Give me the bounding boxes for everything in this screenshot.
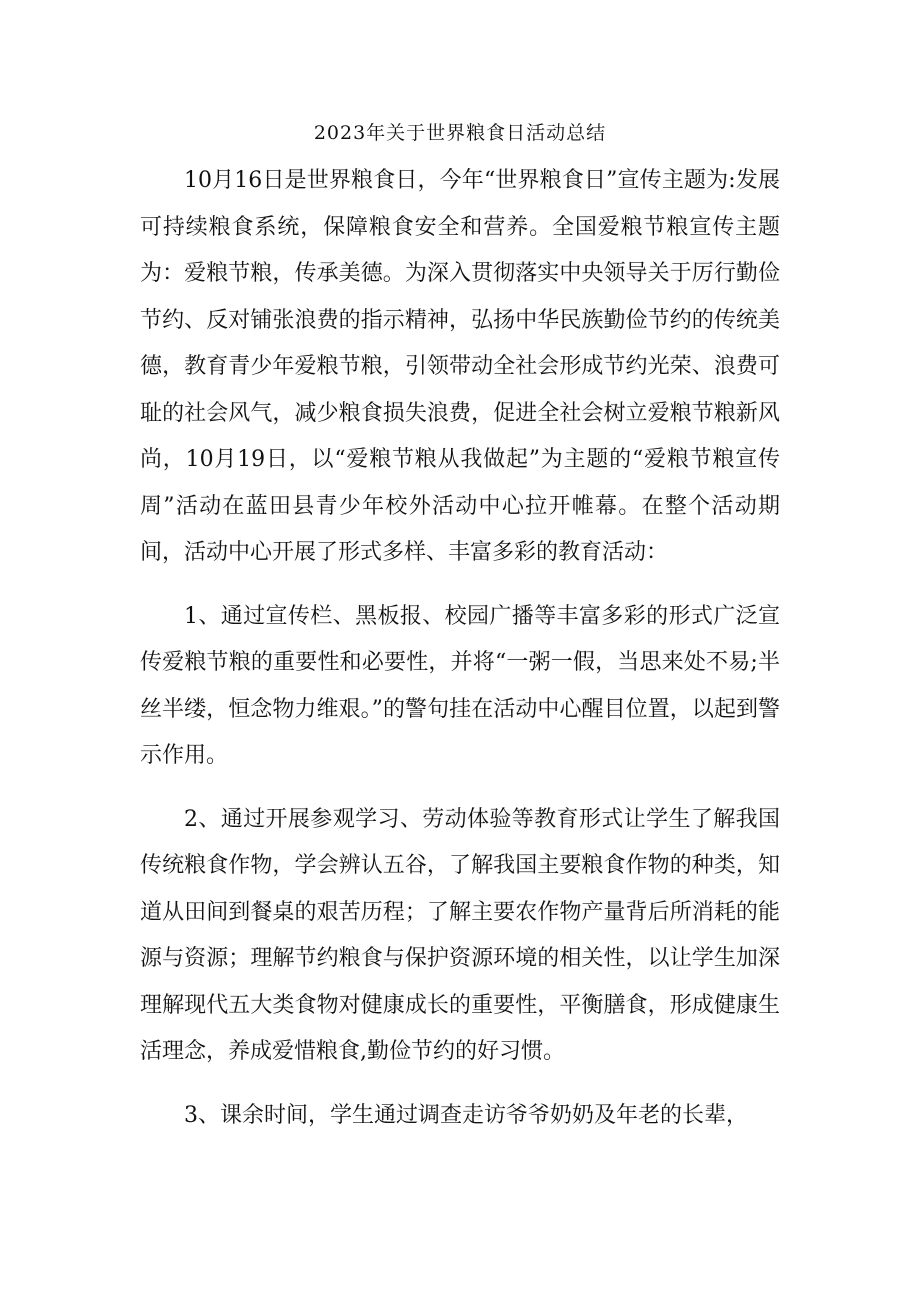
document-body — [140, 158, 780, 1139]
paragraph-item-3: 3、课余时间，学生通过调查走访爷爷奶奶及年老的长辈， — [184, 1102, 748, 1128]
paragraph-item-2: 2、通过开展参观学习、劳动体验等教育形式让学生了解我国传统粮食作物，学会辨认五谷，了解我国主要粮食作物的种类，知道从田间到餐桌的艰苦历程；了解主要农作物产量背后所消耗的能源与资源；理解节约粮食与保护资源环境的相关性，以让学生加深理解现代五大类食物对健康成长的重要性，平衡膳食，形成健康生活理念，养成爱惜粮食,勤俭节约的好习惯。 — [140, 806, 780, 1064]
document-title: 2023年关于世界粮食日活动总结 — [313, 122, 607, 144]
paragraph-item-1: 1、通过宣传栏、黑板报、校园广播等丰富多彩的形式广泛宣传爱粮节粮的重要性和必要性，并将“一粥一假，当思来处不易;半丝半缕，恒念物力维艰。”的警句挂在活动中心醒目位置，以起到警示作用。 — [140, 603, 780, 768]
paragraph-intro: 10月16日是世界粮食日，今年“世界粮食日”宣传主题为:发展可持续粮食系统，保障粮食安全和营养。全国爱粮节粮宣传主题为：爱粮节粮，传承美德。为深入贯彻落实中央领导关于厉行勤俭节约、反对铺张浪费的指示精神，弘扬中华民族勤俭节约的传统美德，教育青少年爱粮节粮，引领带动全社会形成节约光荣、浪费可耻的社会风气，减少粮食损失浪费，促进全社会树立爱粮节粮新风尚，10月19日，以“爱粮节粮从我做起”为主题的“爱粮节粮宣传周”活动在蓝田县青少年校外活动中心拉开帷幕。在整个活动期间，活动中心开展了形式多样、丰富多彩的教育活动： — [140, 168, 780, 565]
